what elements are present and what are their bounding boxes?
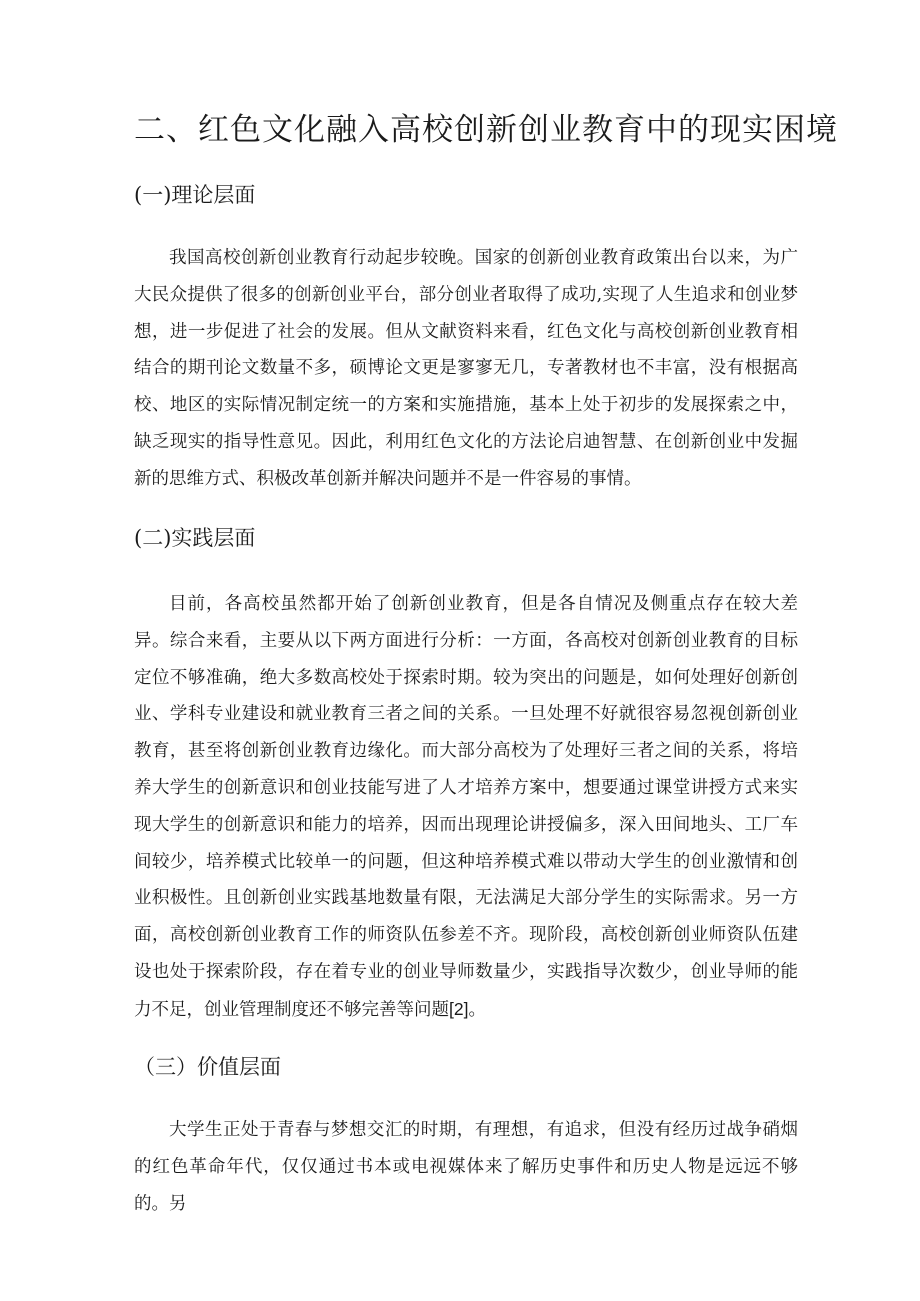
paragraph-theory: 我国高校创新创业教育行动起步较晚。国家的创新创业教育政策出台以来，为广大民众提供了很多的创新创业平台，部分创业者取得了成功,实现了人生追求和创业梦想，进一步促进了社会的发展。但从文献资料来看，红色文化与高校创新创业教育相结合的期刊论文数量不多，硕博论文更是寥寥无几，专著教材也不丰富，没有根据高校、地区的实际情况制定统一的方案和实施措施，基本上处于初步的发展探索之中，缺乏现实的指导性意见。因此，利用红色文化的方法论启迪智慧、在创新创业中发掘新的思维方式、积极改革创新并解决问题并不是一件容易的事情。 (134, 248, 798, 489)
section-title: 二、红色文化融入高校创新创业教育中的现实困境 (134, 112, 838, 148)
subsection-heading-practice: (二)实践层面 (134, 526, 256, 550)
paragraph-value: 大学生正处于青春与梦想交汇的时期，有理想，有追求，但没有经历过战争硝烟的红色革命年代，仅仅通过书本或电视媒体来了解历史事件和历史人物是远远不够的。另 (134, 1120, 798, 1214)
citation-reference: [2] (449, 998, 469, 1019)
paragraph-practice-text: 目前，各高校虽然都开始了创新创业教育，但是各自情况及侧重点存在较大差异。综合来看，主要从以下两方面进行分析：一方面，各高校对创新创业教育的目标定位不够准确，绝大多数高校处于探索时期。较为突出的问题是，如何处理好创新创业、学科专业建设和就业教育三者之间的关系。一旦处理不好就很容易忽视创新创业教育，甚至将创新创业教育边缘化。而大部分高校为了处理好三者之间的关系，将培养大学生的创新意识和创业技能写进了人才培养方案中，想要通过课堂讲授方式来实现大学生的创新意识和能力的培养，因而出现理论讲授偏多，深入田间地头、工厂车间较少，培养模式比较单一的问题，但这种培养模式难以带动大学生的创业激情和创业积极性。且创新创业实践基地数量有限，无法满足大部分学生的实际需求。另一方面，高校创新创业教育工作的师资队伍参差不齐。现阶段，高校创新创业师资队伍建设也处于探索阶段，存在着专业的创业导师数量少，实践指导次数少，创业导师的能力不足，创业管理制度还不够完善等问题 (134, 594, 798, 1020)
subsection-heading-theory: (一)理论层面 (134, 183, 256, 207)
paragraph-practice-end: 。 (468, 999, 486, 1020)
paragraph-practice (134, 586, 798, 1029)
subsection-heading-value: （三）价值层面 (134, 1055, 281, 1079)
